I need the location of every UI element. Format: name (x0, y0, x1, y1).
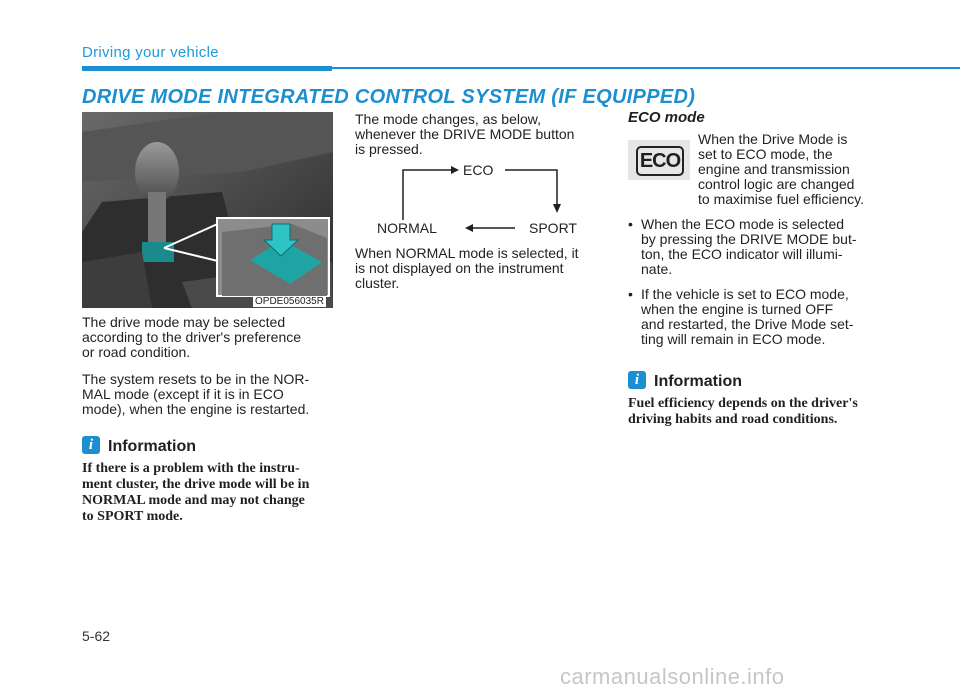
photo-caption: OPDE056035R (255, 296, 324, 307)
gear-shift-photo (82, 112, 333, 308)
text-line: engine and transmission (698, 161, 850, 177)
text-line: When the ECO mode is selected (641, 216, 845, 232)
text-line: The drive mode may be selected (82, 314, 286, 330)
mode-normal-label: NORMAL (377, 220, 437, 236)
text-line: If there is a problem with the instru- (82, 461, 300, 476)
text-line: mode), when the engine is restarted. (82, 401, 310, 417)
text-line: NORMAL mode and may not change (82, 493, 305, 508)
text-line: When the Drive Mode is (698, 131, 848, 147)
text-line: when the engine is turned OFF (641, 301, 834, 317)
page-title: DRIVE MODE INTEGRATED CONTROL SYSTEM (IF EQUIPPED) (82, 86, 696, 108)
info-body (82, 461, 333, 525)
mode-cycle-diagram (355, 158, 605, 238)
gear-shift-illustration (82, 112, 333, 308)
text-line: nate. (641, 261, 673, 277)
info-title: Information (108, 438, 196, 455)
text-line: to SPORT mode. (82, 509, 183, 524)
text-line: or road condition. (82, 344, 191, 360)
eco-mode-intro (698, 132, 880, 207)
watermark: carmanualsonline.info (560, 664, 785, 689)
bullet-dot: • (628, 216, 633, 232)
text-line: by pressing the DRIVE MODE but- (641, 231, 857, 247)
section-label: Driving your vehicle (82, 44, 219, 61)
mode-change-paragraph (355, 112, 605, 157)
drive-mode-intro (82, 315, 333, 360)
text-line: and restarted, the Drive Mode set- (641, 316, 854, 332)
text-line: to maximise fuel efficiency. (698, 191, 864, 207)
mode-sport-label: SPORT (529, 220, 577, 236)
bullet-item (628, 287, 880, 351)
text-line: driving habits and road conditions. (628, 412, 838, 427)
text-line: When NORMAL mode is selected, it (355, 245, 579, 261)
eco-indicator-icon (628, 140, 690, 180)
info-body (628, 396, 880, 428)
normal-mode-paragraph (355, 246, 605, 291)
info-icon: i (628, 371, 646, 389)
text-line: If the vehicle is set to ECO mode, (641, 286, 849, 302)
text-line: ment cluster, the drive mode will be in (82, 477, 310, 492)
text-line: ting will remain in ECO mode. (641, 331, 826, 347)
reset-paragraph (82, 372, 333, 417)
text-line: cluster. (355, 275, 400, 291)
info-title: Information (654, 373, 742, 390)
text-line: according to the driver's preference (82, 329, 302, 345)
bullet-item (628, 217, 880, 281)
info-icon: i (82, 436, 100, 454)
header-rule-dark (82, 66, 332, 71)
page-number: 5-62 (82, 628, 111, 644)
text-line: whenever the DRIVE MODE button (355, 126, 575, 142)
text-line: The system resets to be in the NOR- (82, 371, 310, 387)
text-line: control logic are changed (698, 176, 855, 192)
text-line: MAL mode (except if it is in ECO (82, 386, 284, 402)
eco-indicator-label: ECO (636, 146, 684, 176)
text-line: The mode changes, as below, (355, 111, 542, 127)
bullet-dot: • (628, 286, 633, 302)
text-line: Fuel efficiency depends on the driver's (628, 396, 858, 411)
mode-eco-label: ECO (463, 162, 494, 178)
text-line: ton, the ECO indicator will illumi- (641, 246, 843, 262)
text-line: set to ECO mode, the (698, 146, 833, 162)
header-rule-light (332, 67, 960, 69)
text-line: is not displayed on the instrument (355, 260, 564, 276)
text-line: is pressed. (355, 141, 423, 157)
eco-mode-heading: ECO mode (628, 109, 705, 126)
